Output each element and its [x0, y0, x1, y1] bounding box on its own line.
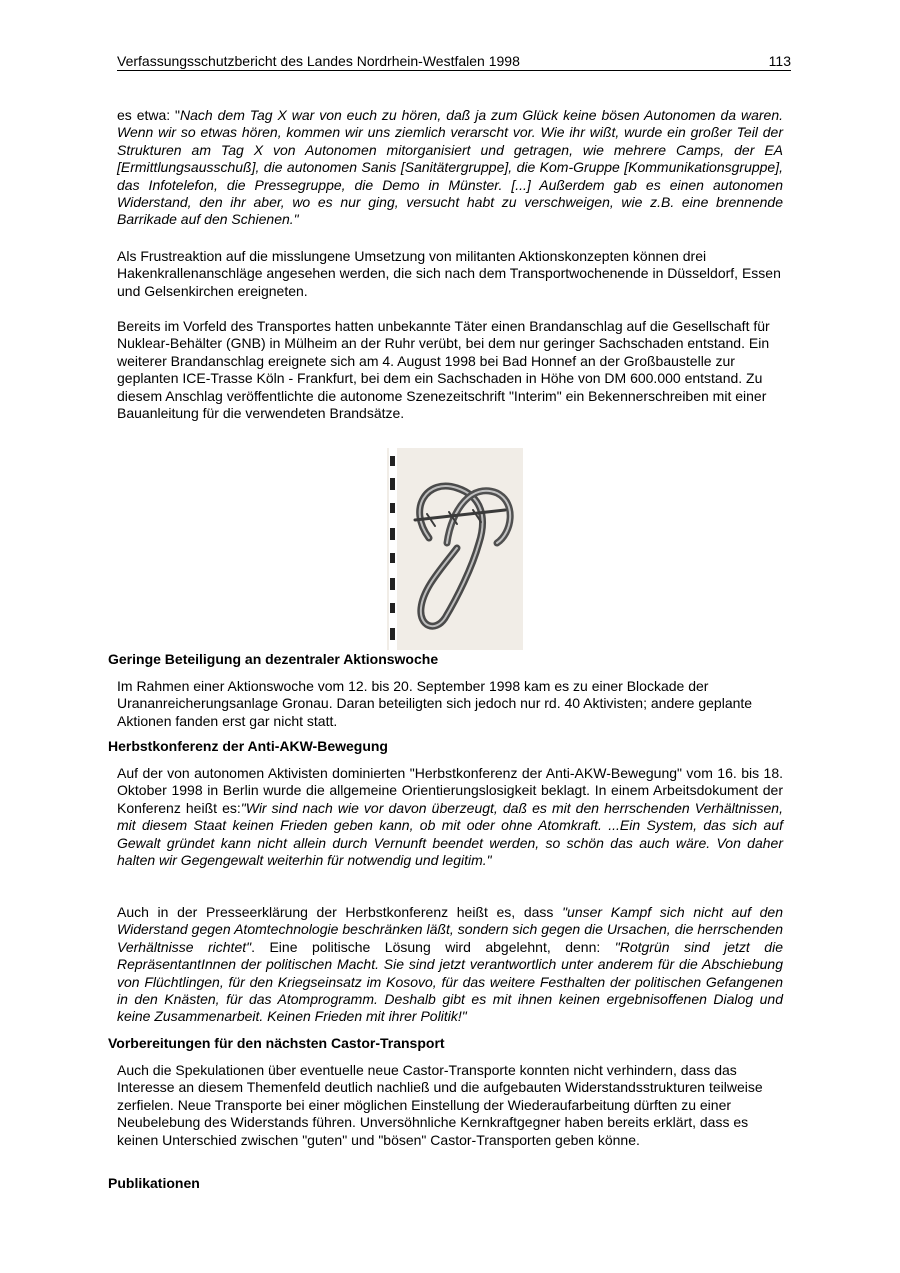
paragraph-brandanschlag: Bereits im Vorfeld des Transportes hatten unbekannte Täter einen Brandanschlag auf die Gesellschaft für Nuklear-Behälter (GNB) in Mülheim an der Ruhr verübt, bei dem nur geringer Sachschaden entstand. Ein weiterer Brandanschlag ereignete sich am 4. August 1998 bei Bad Honnef an der Großbaustelle zur geplanten ICE-Trasse Köln - Frankfurt, bei dem ein Sachschaden in Höhe von DM 600.000 entstand. Zu diesem Anschlag veröffentlichte die autonome Szenezeitschrift "Interim" ein Bekennerschreiben mit einer Bauanleitung für die verwendeten Brandsätze.: [117, 318, 770, 422]
herbst-p1-lead: Auf der von autonomen Aktivisten dominierten "Herbstkonferenz der Anti-AKW-Bewegung" vom 16. bis 18. Oktober 1998 in Berlin wurde die allgemeine Orientierungslosigkeit beklagt. In einem Arbeitsdokument der Konferenz heißt es:: [117, 765, 783, 816]
section-heading-herbstkonferenz: Herbstkonferenz der Anti-AKW-Bewegung: [108, 738, 388, 754]
page-header: [117, 52, 791, 71]
herbst-p1-quote: "Wir sind nach wie vor davon überzeugt, daß es mit den herrschenden Verhältnissen, mit diesem Staat keinen Frieden geben kann, ob mit oder ohne Atomkraft. ...Ein System, das sich auf Gewalt gründet kann nicht allein durch Vernunft beendet werden, so schön das auch wäre. Von daher halten wir Gegengewalt weiterhin für notwendig und legitim.": [117, 799, 783, 869]
paragraph-castor: Auch die Spekulationen über eventuelle neue Castor-Transporte konnten nicht verhindern, dass das Interesse an diesem Themenfeld deutlich nachließ und die aufgebauten Widerstandsstrukturen teilweise zerfielen. Neue Transporte bei einer möglichen Einstellung der Wiederaufarbeitung dürften zu einer Neubelebung des Widerstands führen. Unversöhnliche Kernkraftgegner haben bereits erklärt, dass es keinen Unterschied zwischen "guten" und "bösen" Castor-Transporten geben könne.: [117, 1062, 763, 1148]
document-title: Verfassungsschutzbericht des Landes Nordrhein-Westfalen 1998: [117, 53, 520, 69]
paragraph-aktionswoche: Im Rahmen einer Aktionswoche vom 12. bis 20. September 1998 kam es zu einer Blockade der Urananreicherungsanlage Gronau. Daran beteiligten sich jedoch nur rd. 40 Aktivisten; andere geplante Aktionen fanden erst gar nicht statt.: [117, 678, 753, 729]
page-number: 113: [768, 53, 791, 69]
section-heading-aktionswoche: Geringe Beteiligung an dezentraler Aktionswoche: [108, 651, 439, 667]
quote-paragraph-tag-x: [117, 107, 783, 229]
paragraph-frustreaktion: Als Frustreaktion auf die misslungene Umsetzung von militanten Aktionskonzepten können drei Hakenkrallenanschläge angesehen werden, die sich nach dem Transportwochenende in Düsseldorf, Essen und Gelsenkirchen ereigneten.: [117, 248, 781, 299]
herbst-p2-quote2: "Rotgrün sind jetzt die RepräsentantInnen der politischen Macht. Sie sind jetzt verantwortlich unter anderem für die Abschiebung von Flüchtlingen, für den Kriegseinsatz im Kosovo, für das weitere Festhalten der politischen Gefangenen in den Knästen, für das Atomprogramm. Deshalb gibt es mit ihnen keinen ergebnisoffenen Dialog und keine Zusammenarbeit. Keinen Frieden mit ihrer Politik!": [117, 938, 783, 1025]
herbst-p2-mid: . Eine politische Lösung wird abgelehnt, denn:: [251, 938, 615, 955]
herbst-p2-lead: Auch in der Presseerklärung der Herbstkonferenz heißt es, dass: [117, 904, 563, 920]
section-heading-publikationen: Publikationen: [108, 1175, 200, 1191]
herbst-p2-quote1: "unser Kampf sich nicht auf den Widerstand gegen Atomtechnologie beschränken läßt, sondern sich gegen die Ursachen, die herrschenden Verhältnisse richtet": [117, 904, 783, 955]
quote-lead: es etwa: ": [117, 107, 181, 123]
section-heading-castor: Vorbereitungen für den nächsten Castor-Transport: [108, 1035, 445, 1051]
hook-claw-photo: [387, 448, 523, 650]
paragraph-herbstkonferenz-1: [117, 765, 783, 869]
hook-claw-icon: [387, 448, 523, 650]
quote-text: Nach dem Tag X war von euch zu hören, daß ja zum Glück keine bösen Autonomen da waren. Wenn wir so etwas hören, kommen wir uns ziemlich verarscht vor. Wie ihr wißt, wurde ein großer Teil der Strukturen am Tag X von Autonomen mitorganisiert und getragen, wie mehrere Camps, der EA [Ermittlungsausschuß], die autonomen Sanis [Sanitätergruppe], die Kom-Gruppe [Kommunikationsgruppe], das Infotelefon, die Pressegruppe, die Demo in Münster. [...] Außerdem gab es einen autonomen Widerstand, den ihr aber, wo es nur ging, versucht habt zu verschweigen, wie z.B. eine brennende Barrikade auf den Schienen.": [117, 107, 783, 228]
paragraph-herbstkonferenz-2: [117, 904, 783, 1026]
